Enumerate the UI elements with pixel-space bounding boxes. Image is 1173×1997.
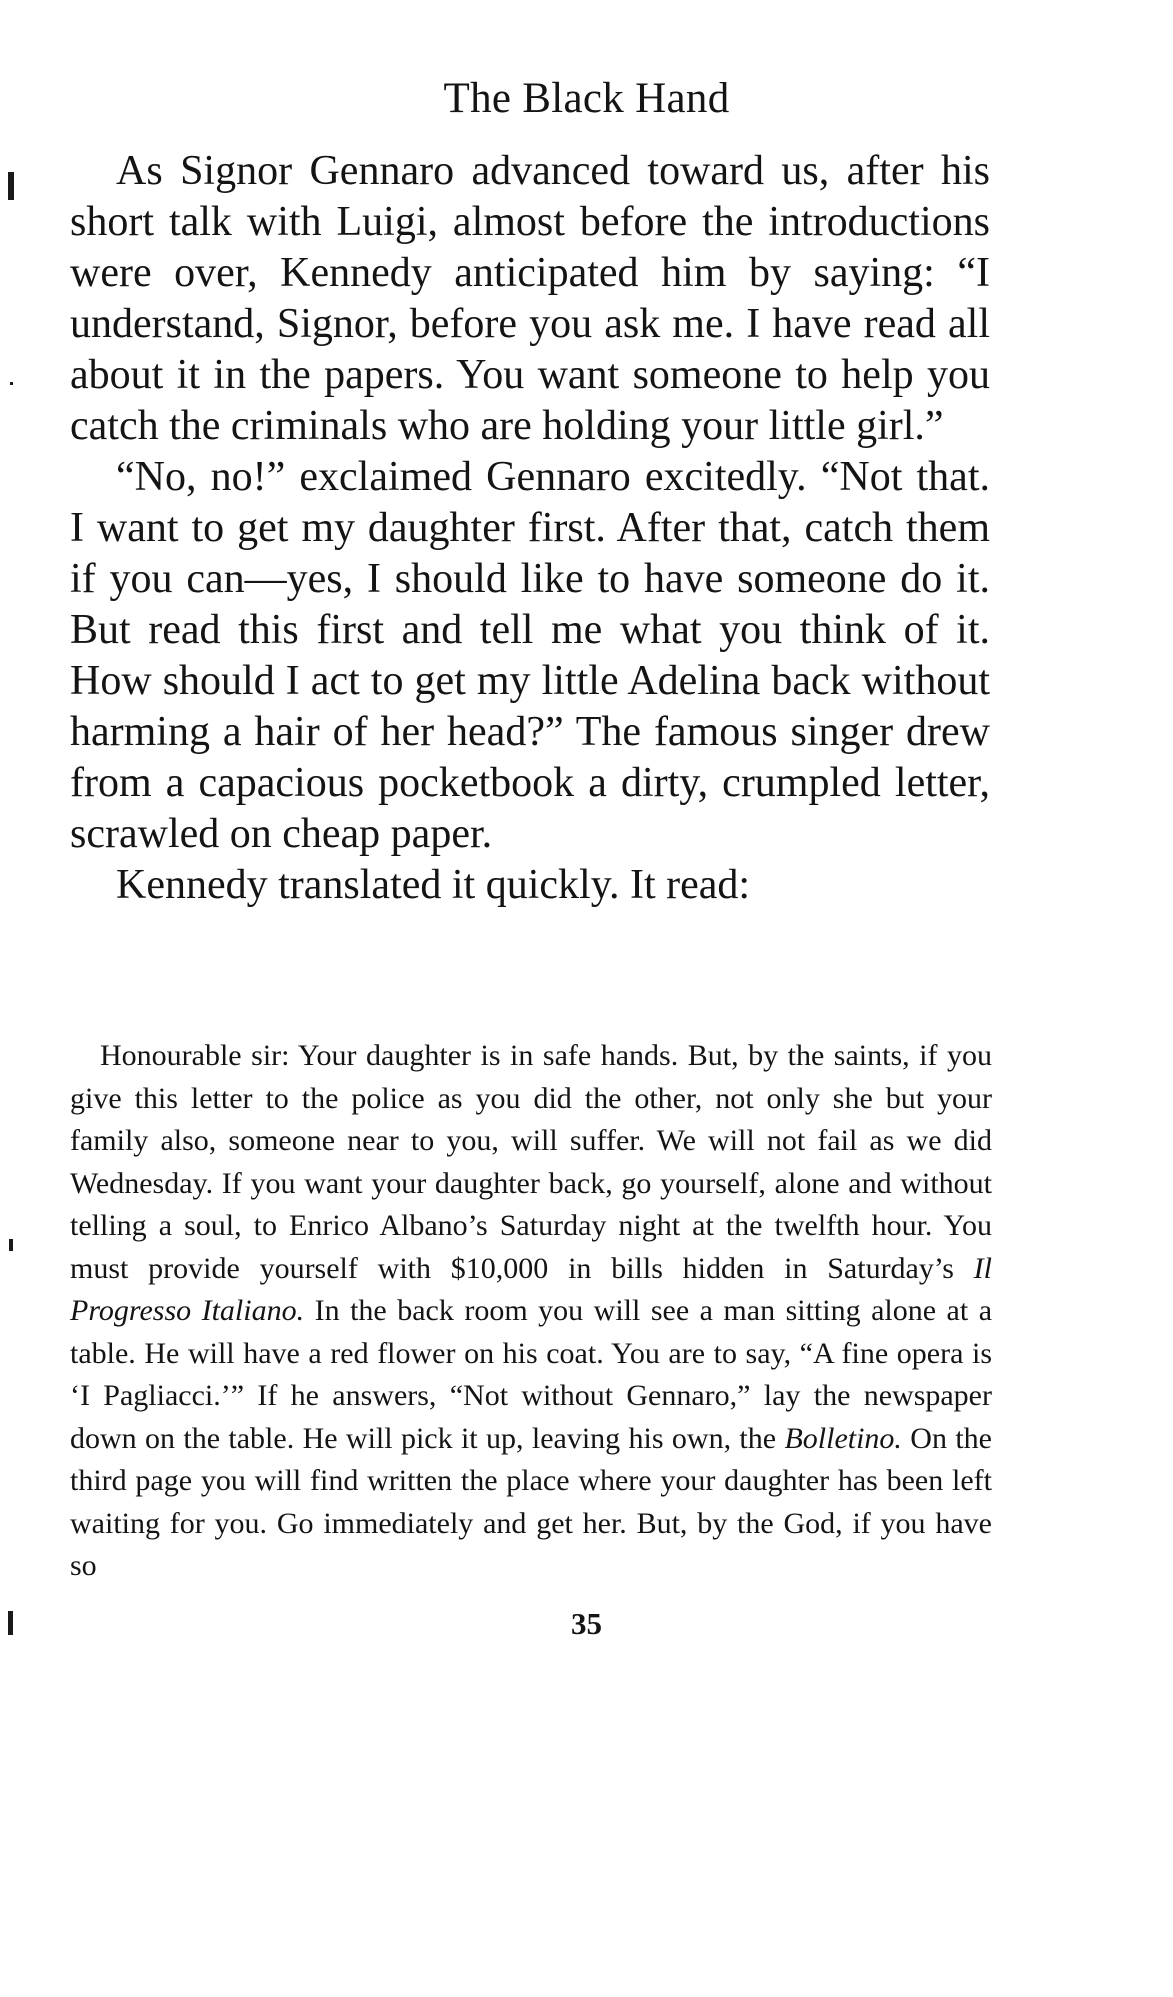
paragraph-2: “No, no!” exclaimed Gennaro excitedly. “Not that. I want to get my daughter first. After that, catch them if you can—yes, I should like to have someone do it. But read this first and tell me what you think of it. How should I act to get my little Adelina back without harming a hair of her head?” The famous singer drew from a capacious pocketbook a dirty, crumpled letter, scrawled on cheap paper. <box>70 454 990 857</box>
paragraph-3: Kennedy translated it quickly. It read: <box>116 862 751 908</box>
running-head: The Black Hand <box>443 75 730 122</box>
paragraph-1: As Signor Gennaro advanced toward us, after his short talk with Luigi, almost before the introductions were over, Kennedy anticipated him by saying: “I understand, Signor, before you ask me. I have read all about it in the papers. You want someone to help you catch the criminals who are holding your little girl.” <box>70 148 990 449</box>
body-text <box>70 146 990 911</box>
letter-text-part-1: Honourable sir: Your daughter is in safe hands. But, by the saints, if you give this letter to the police as you did the other, not only she but your family also, someone near to you, will suffer. We will not fail as we did Wednesday. If you want your daughter back, go yourself, alone and without telling a soul, to Enrico Albano’s Saturday night at the twelfth hour. You must provide yourself with $10,000 in bills hidden in Saturday’s <box>70 1039 992 1285</box>
scan-speck <box>8 1611 13 1635</box>
scan-speck <box>9 1239 13 1251</box>
page-number: 35 <box>571 1606 602 1641</box>
newspaper-title-bolletino: Bolletino. <box>784 1421 902 1455</box>
letter-text-part-3: On the third page you will find written the place where your daughter has been left waiting for you. Go immediately and get her. But, by the God, if you have so <box>70 1421 992 1582</box>
letter-text-part-2: In the back room you will see a man sitting alone at a table. He will have a red flower on his coat. You are to say, “A fine opera is ‘I Pagliacci.’” If he answers, “Not without Gennaro,” lay the newspaper down on the table. He will pick it up, leaving his own, the <box>70 1294 993 1455</box>
letter-text <box>70 1035 992 1588</box>
ransom-letter <box>70 1035 992 1588</box>
scan-speck <box>8 172 14 200</box>
newspaper-title-il-progresso: Il Progresso Italiano. <box>70 1251 992 1327</box>
scan-speck <box>10 382 13 385</box>
